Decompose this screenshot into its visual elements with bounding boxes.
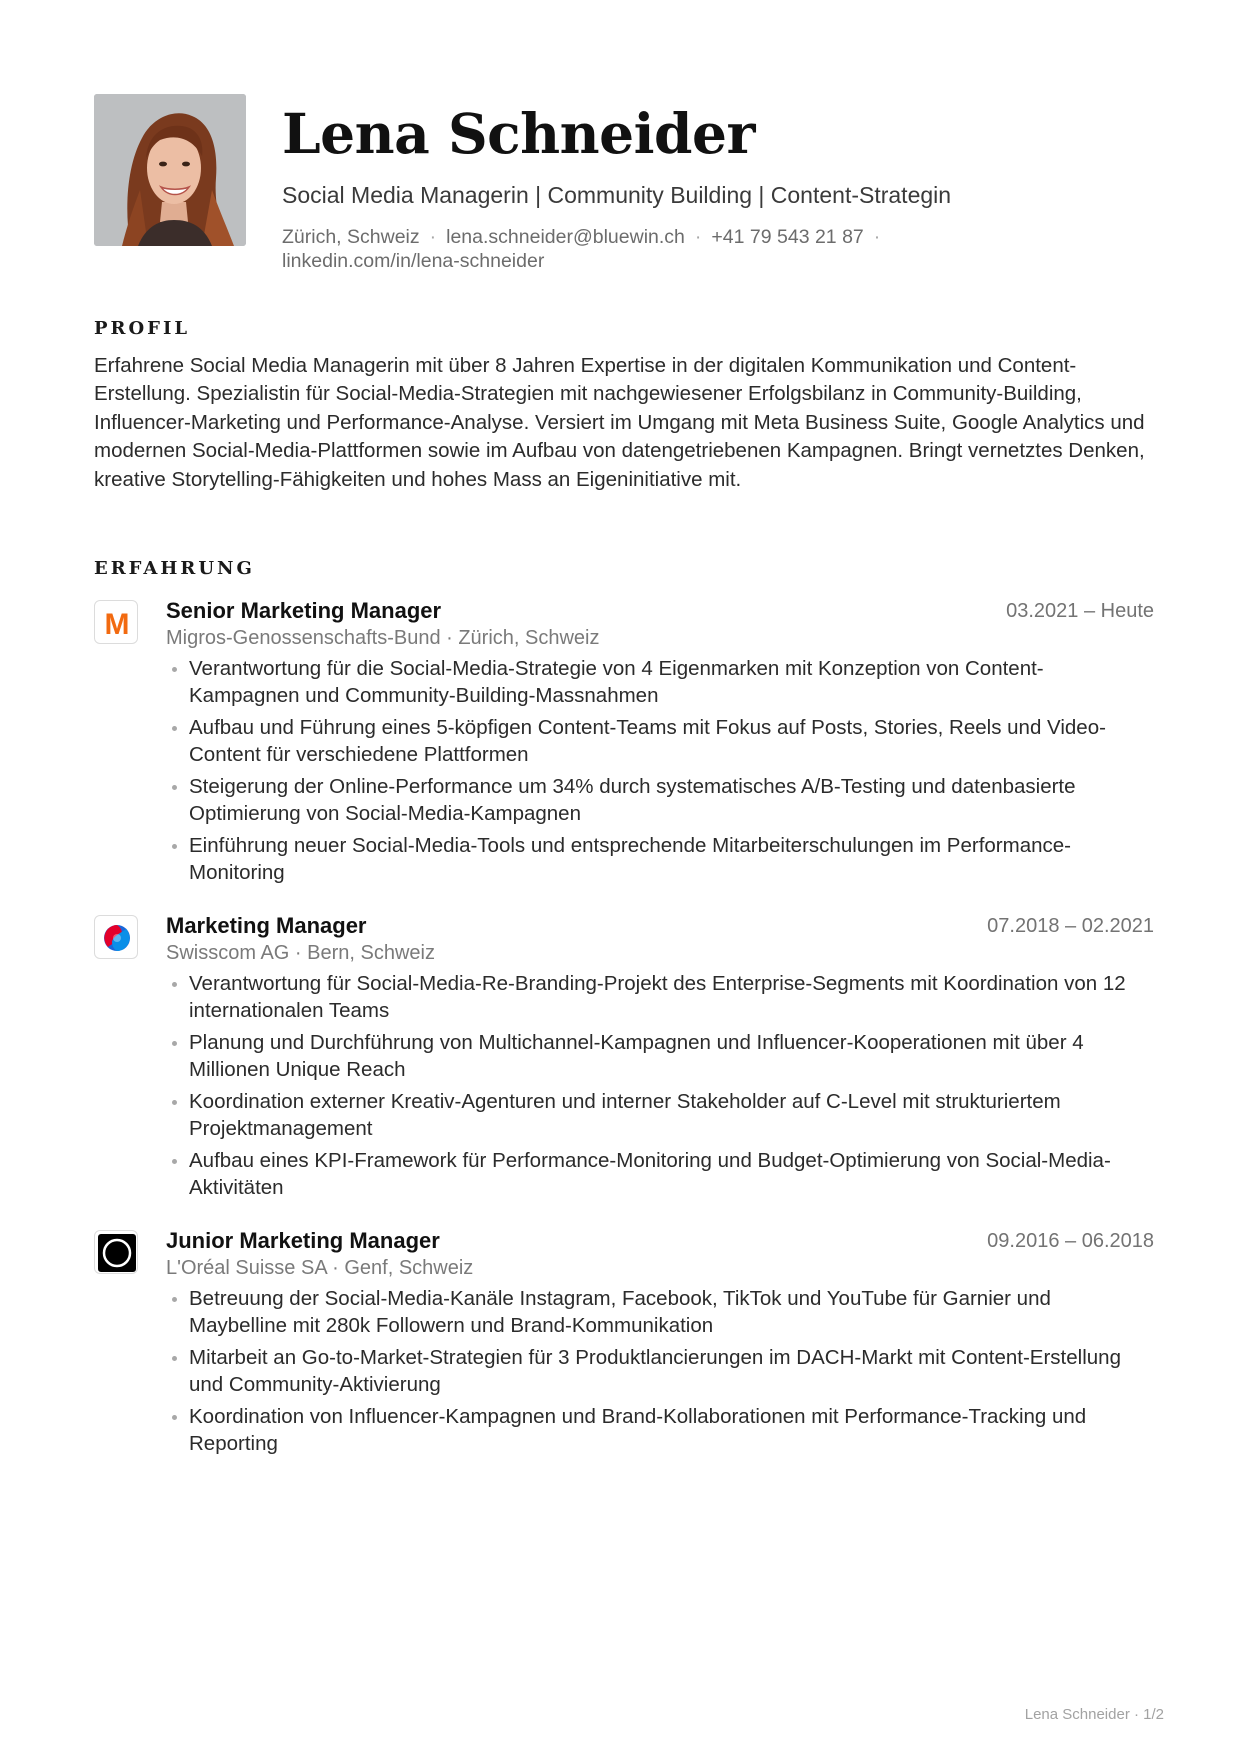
experience-section-title: ERFAHRUNG xyxy=(94,558,255,579)
job-dates: 03.2021 – Heute xyxy=(1006,600,1154,622)
contact-separator: · xyxy=(694,226,702,248)
contact-email[interactable]: lena.schneider@bluewin.ch xyxy=(446,226,685,248)
job-title: Marketing Manager xyxy=(166,913,367,938)
job-bullet: Einführung neuer Social-Media-Tools und entsprechende Mitarbeiterschulungen im Performance-Monitoring xyxy=(166,833,1154,886)
page-footer: Lena Schneider · 1/2 xyxy=(1024,1706,1164,1723)
migros-logo-letter: M xyxy=(104,608,130,641)
job-bullet-list xyxy=(166,656,1154,892)
contact-location: Zürich, Schweiz xyxy=(282,226,420,248)
swisscom-logo-icon xyxy=(94,915,138,959)
job-company: Migros-Genossenschafts-Bund · Zürich, Schweiz xyxy=(166,627,600,649)
job-dates: 07.2018 – 02.2021 xyxy=(987,915,1154,937)
contact-line xyxy=(282,225,1042,273)
job-bullet-list xyxy=(166,1286,1154,1463)
candidate-name: Lena Schneider xyxy=(282,101,755,166)
contact-separator: · xyxy=(429,226,437,248)
job-company: L'Oréal Suisse SA · Genf, Schweiz xyxy=(166,1257,474,1279)
job-bullet: Koordination externer Kreativ-Agenturen und interner Stakeholder auf C-Level mit strukturiertem Projektmanagement xyxy=(166,1089,1154,1142)
portrait-image xyxy=(94,94,246,246)
job-bullet: Planung und Durchführung von Multichannel-Kampagnen und Influencer-Kooperationen mit über 4 Millionen Unique Reach xyxy=(166,1030,1154,1083)
contact-separator: · xyxy=(873,226,881,248)
job-bullet: Betreuung der Social-Media-Kanäle Instagram, Facebook, TikTok und YouTube für Garnier und Maybelline mit 280k Followern und Brand-Kommunikation xyxy=(166,1286,1154,1339)
job-bullet-list xyxy=(166,971,1154,1207)
profile-section-title: PROFIL xyxy=(94,318,191,339)
resume-header xyxy=(94,94,1154,274)
contact-phone[interactable]: +41 79 543 21 87 xyxy=(711,226,864,248)
candidate-headline: Social Media Managerin | Community Building | Content-Strategin xyxy=(282,182,952,208)
job-bullet: Koordination von Influencer-Kampagnen und Brand-Kollaborationen mit Performance-Tracking und Reporting xyxy=(166,1404,1154,1457)
job-bullet: Steigerung der Online-Performance um 34% durch systematisches A/B-Testing und datenbasierte Optimierung von Social-Media-Kampagnen xyxy=(166,774,1154,827)
profile-photo xyxy=(94,94,246,246)
job-bullet: Verantwortung für Social-Media-Re-Branding-Projekt des Enterprise-Segments mit Koordination von 12 internationalen Teams xyxy=(166,971,1154,1024)
job-company: Swisscom AG · Bern, Schweiz xyxy=(166,942,435,964)
contact-linkedin[interactable]: linkedin.com/in/lena-schneider xyxy=(282,250,545,272)
job-bullet: Verantwortung für die Social-Media-Strategie von 4 Eigenmarken mit Konzeption von Content-Kampagnen und Community-Building-Massnahmen xyxy=(166,656,1154,709)
job-bullet: Mitarbeit an Go-to-Market-Strategien für 3 Produktlancierungen im DACH-Markt mit Content-Erstellung und Community-Aktivierung xyxy=(166,1345,1154,1398)
job-dates: 09.2016 – 06.2018 xyxy=(987,1230,1154,1252)
job-bullet: Aufbau und Führung eines 5-köpfigen Content-Teams mit Fokus auf Posts, Stories, Reels und Video-Content für verschiedene Plattformen xyxy=(166,715,1154,768)
job-title: Senior Marketing Manager xyxy=(166,598,442,623)
job-title: Junior Marketing Manager xyxy=(166,1228,440,1253)
loreal-logo-icon xyxy=(94,1230,138,1274)
migros-logo-icon xyxy=(94,600,138,644)
profile-summary: Erfahrene Social Media Managerin mit über 8 Jahren Expertise in der digitalen Kommunikation und Content-Erstellung. Spezialistin für Social-Media-Strategien mit nachgewiesener Erfolgsbilanz in Community-Building, Influencer-Marketing und Performance-Analyse. Versiert im Umgang mit Meta Business Suite, Google Analytics und modernen Social-Media-Plattformen sowie im Aufbau von datengetriebenen Kampagnen. Bringt vernetztes Denken, kreative Storytelling-Fähigkeiten und hohes Mass an Eigeninitiative mit. xyxy=(94,354,1145,491)
job-bullet: Aufbau eines KPI-Framework für Performance-Monitoring und Budget-Optimierung von Social-Media-Aktivitäten xyxy=(166,1148,1154,1201)
